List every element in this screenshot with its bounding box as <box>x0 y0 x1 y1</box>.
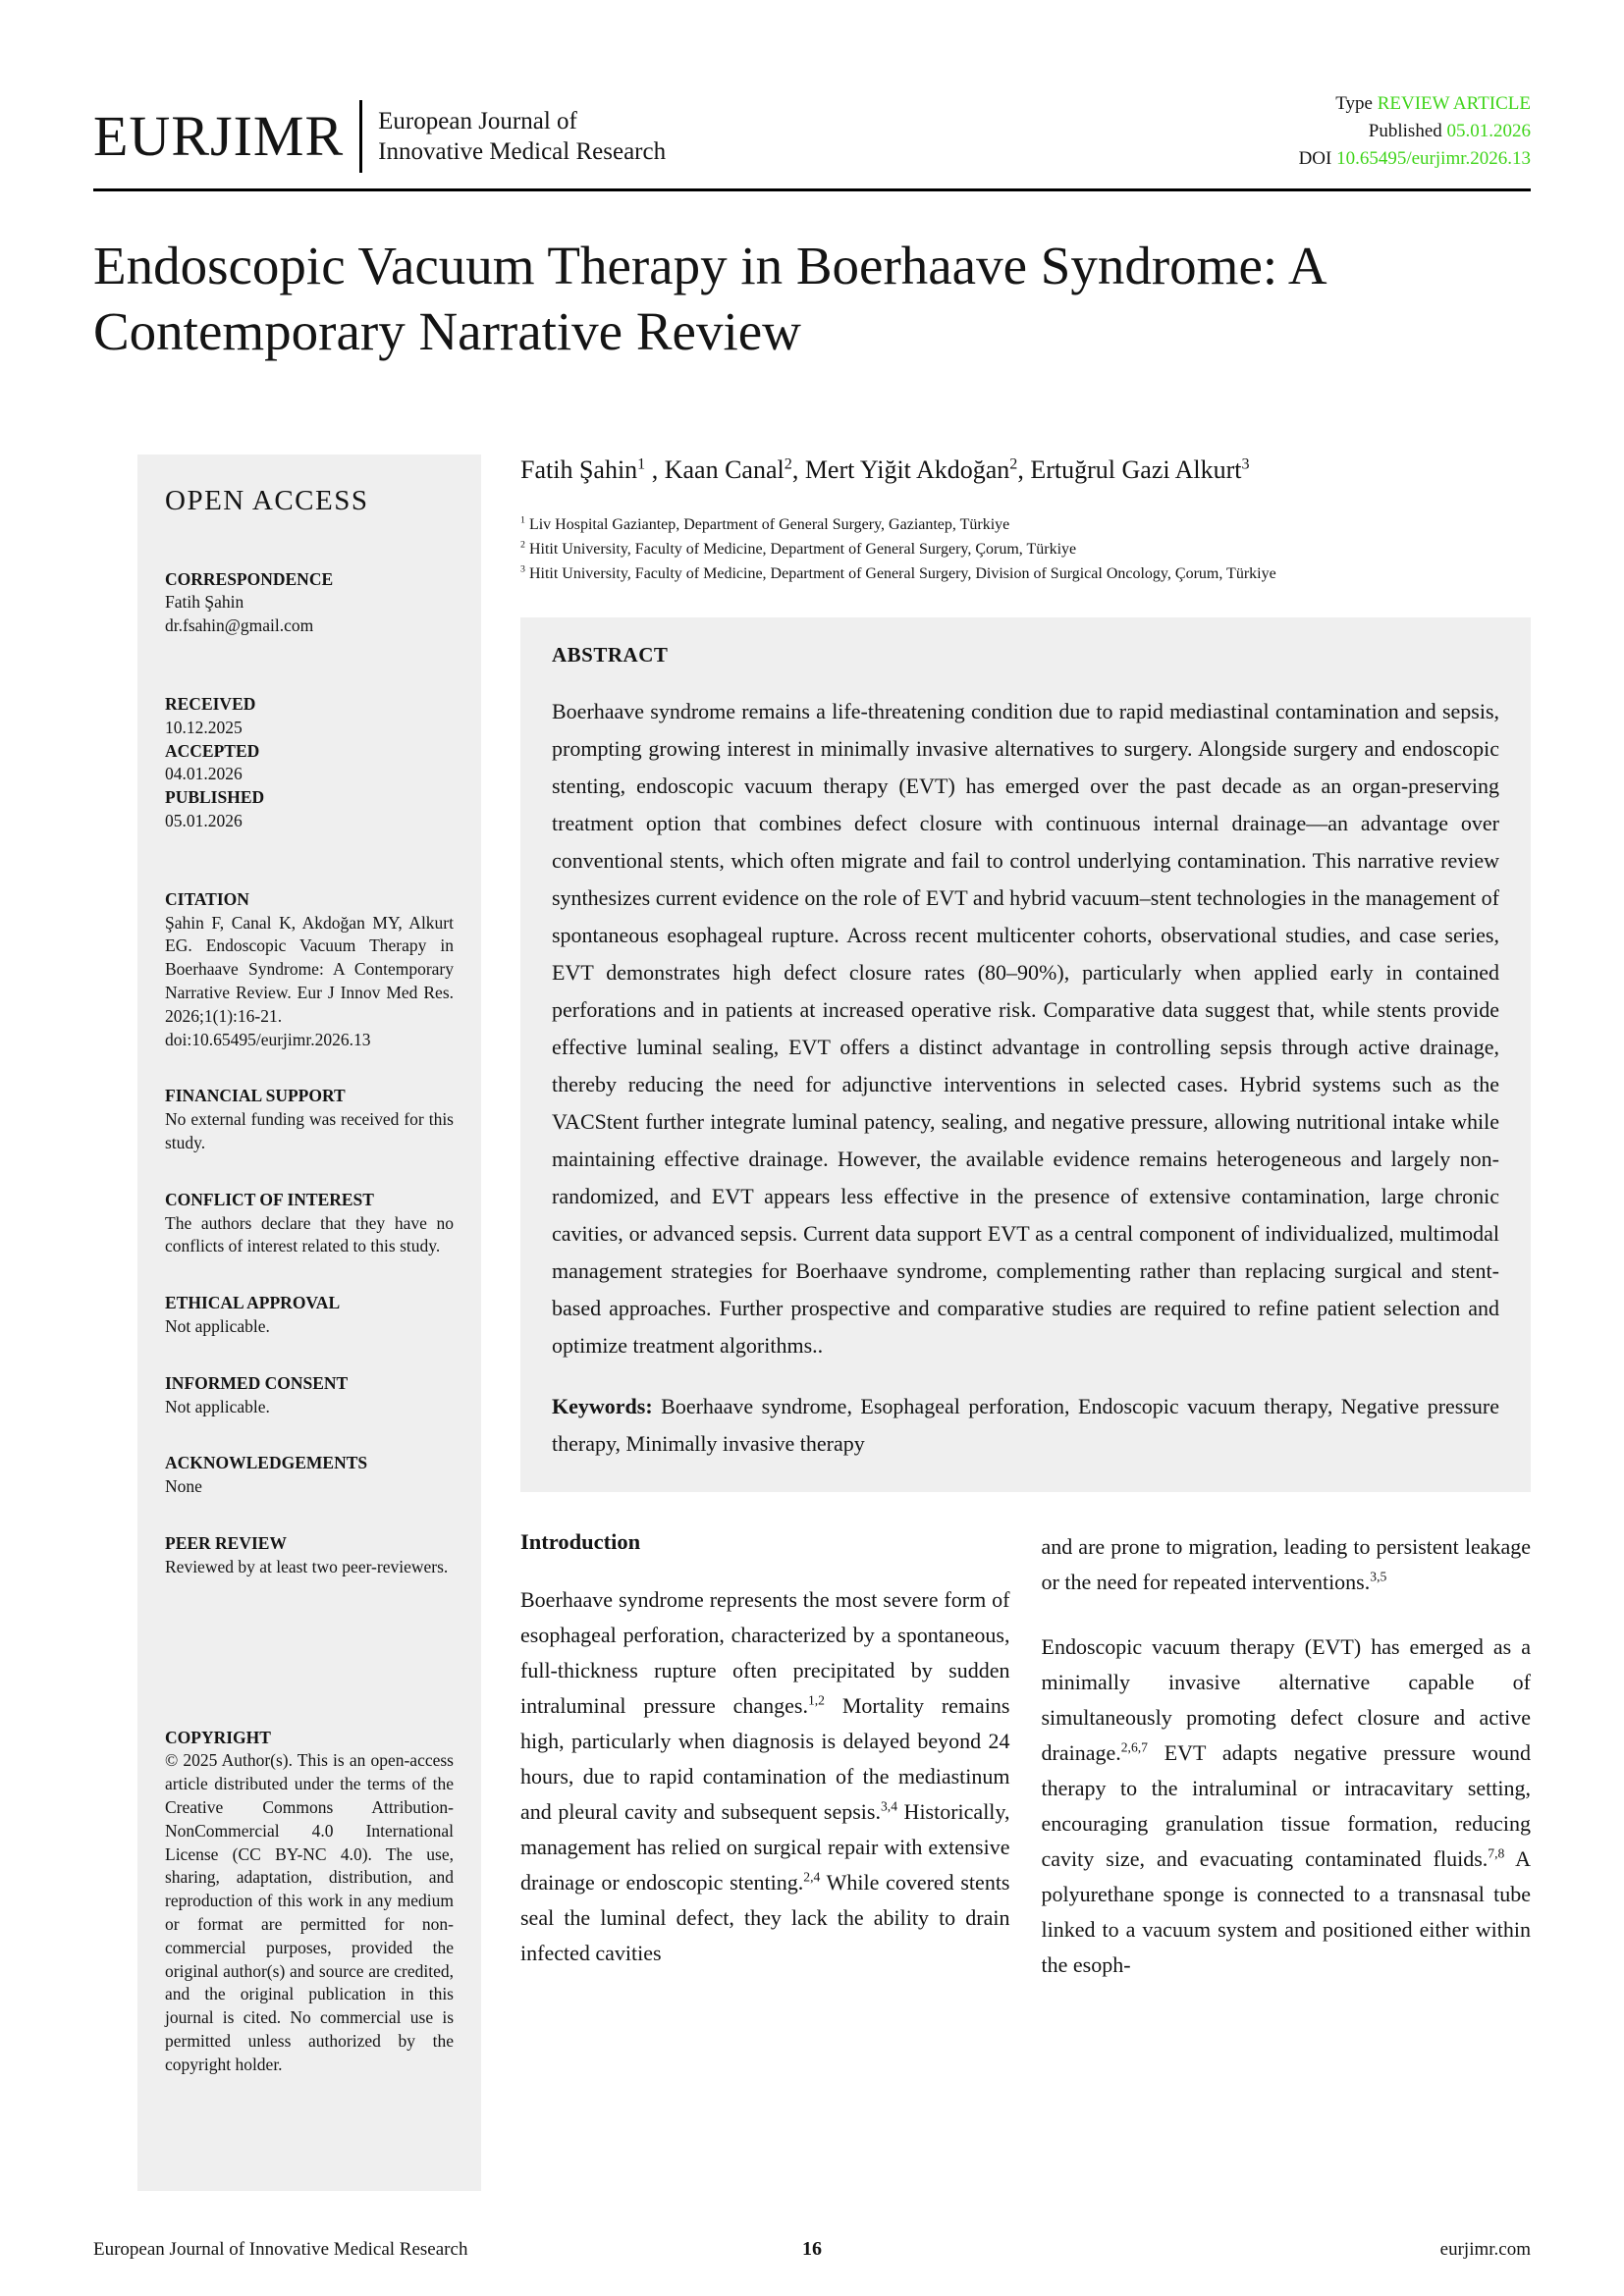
article-title: Endoscopic Vacuum Therapy in Boerhaave Syndrome: A Contemporary Narrative Review <box>93 236 1325 362</box>
abstract-text: Boerhaave syndrome remains a life-threatening condition due to rapid mediastinal contamination and sepsis, prompting growing interest in minimally invasive alternatives to surgery. Alongside surgery and endoscopic stenting, endoscopic vacuum therapy (EVT) has emerged over the past decade as an organ-preserving treatment option that combines defect closure with continuous internal drainage—an advantage over conventional stents, which often migrate and fail to control underlying contamination. This narrative review synthesizes current evidence on the role of EVT and hybrid vacuum–stent technologies in the management of spontaneous esophageal rupture. Across recent multicenter cohorts, observational studies, and case series, EVT demonstrates high defect closure rates (80–90%), particularly when applied early in contained perforations and in patients at increased operative risk. Comparative data suggest that, while stents provide effective luminal sealing, EVT offers a distinct advantage in controlling sepsis through active drainage, thereby reducing the need for adjunctive interventions in selected cases. Hybrid systems such as the VACStent further integrate luminal patency, sealing, and negative pressure, allowing nutritional intake while maintaining effective drainage. However, the available evidence remains heterogeneous and largely non-randomized, and EVT appears less effective in the presence of extensive contamination, large chronic cavities, or advanced sepsis. Current data support EVT as a central component of individualized, multimodal management strategies for Boerhaave syndrome, complementing rather than replacing surgical and stent-based approaches. Further prospective and comparative studies are required to refine patient selection and optimize treatment algorithms.. <box>552 698 1499 1358</box>
meta-type-row <box>1299 90 1531 118</box>
ethical-approval-text: Not applicable. <box>165 1315 270 1336</box>
ethical-approval-label: ETHICAL APPROVAL <box>165 1293 341 1313</box>
publication-meta <box>1299 90 1531 173</box>
body-columns <box>520 1529 1531 1983</box>
published-label: PUBLISHED <box>165 787 265 808</box>
affiliation-2: $^2$ Hitit University, Faculty of Medicine, Department of General Surgery, Çorum, Türkiye <box>520 539 1077 558</box>
introduction-heading: Introduction <box>520 1528 641 1554</box>
acknowledgements-label: ACKNOWLEDGEMENTS <box>165 1453 368 1473</box>
accepted-label: ACCEPTED <box>165 740 260 761</box>
copyright-text: © 2025 Author(s). This is an open-access article distributed under the terms of the Creative Commons Attribution-NonCommercial 4.0 International License (CC BY-NC 4.0). The use, sharing, adaptation, distribution, and reproduction of this work in any medium or format are permitted for non-commercial purposes, provided the original author(s) and source are credited, and the original publication in this journal is cited. No commercial use is permitted unless authorized by the copyright holder. <box>165 1750 454 2074</box>
authors-line: Fatih Şahin$^1$ , Kaan Canal$^2$, Mert Yiğit Akdoğan$^2$, Ertuğrul Gazi Alkurt$^3$ <box>520 455 1250 485</box>
meta-published-value: 05.01.2026 <box>1446 121 1531 141</box>
journal-logo-block <box>93 100 666 173</box>
journal-name <box>378 106 666 167</box>
informed-consent-label: INFORMED CONSENT <box>165 1372 349 1393</box>
page-footer <box>93 2238 1531 2261</box>
accepted-date: 04.01.2026 <box>165 764 243 784</box>
metadata-sidebar <box>137 454 481 2191</box>
peer-review-section <box>165 1532 454 1579</box>
body-column-left <box>520 1529 1010 1983</box>
received-section <box>165 693 454 740</box>
peer-review-label: PEER REVIEW <box>165 1532 287 1553</box>
meta-type-value: REVIEW ARTICLE <box>1377 93 1531 114</box>
accepted-section <box>165 740 454 787</box>
body-column-right <box>1042 1529 1532 1983</box>
meta-doi-row <box>1299 145 1531 173</box>
masthead <box>93 90 1531 173</box>
conflict-of-interest-text: The authors declare that they have no conflicts of interest related to this study. <box>165 1212 454 1256</box>
copyright-label: COPYRIGHT <box>165 1727 271 1747</box>
open-access-label: OPEN ACCESS <box>165 485 369 517</box>
correspondence-name: Fatih Şahin <box>165 592 244 613</box>
keywords-label: Keywords: <box>552 1393 653 1418</box>
conflict-of-interest-label: CONFLICT OF INTEREST <box>165 1189 374 1209</box>
citation-label: CITATION <box>165 888 249 909</box>
journal-logo: EURJIMR <box>93 104 345 168</box>
footer-page-number: 16 <box>802 2238 822 2260</box>
financial-support-text: No external funding was received for this study. <box>165 1109 454 1152</box>
intro-paragraph-3: Endoscopic vacuum therapy (EVT) has emerged as a minimally invasive alternative capable of simultaneously promoting defect closure and active drainage.$^{2,6,7}$ EVT adapts negative pressure wound therapy to the intraluminal or intracavitary setting, encouraging granulation tissue formation, reducing cavity size, and evacuating contaminated fluids.$^{7,8}$ A polyurethane sponge is connected to a transnasal tube linked to a vacuum system and positioned either within the esoph- <box>1041 1633 1531 1977</box>
logo-divider <box>359 100 362 173</box>
acknowledgements-text: None <box>165 1476 202 1497</box>
journal-name-line2: Innovative Medical Research <box>378 138 667 165</box>
main-column <box>520 454 1531 2191</box>
received-date: 10.12.2025 <box>165 717 243 737</box>
journal-name-line1: European Journal of <box>378 108 577 134</box>
correspondence-email[interactable]: dr.fsahin@gmail.com <box>165 615 314 636</box>
intro-paragraph-1: Boerhaave syndrome represents the most severe form of esophageal perforation, characterized by a spontaneous, full-thickness rupture often precipitated by sudden intraluminal pressure changes.$^{1,2}$ Mortality remains high, particularly when diagnosis is delayed beyond 24 hours, due to rapid contamination of the mediastinum and pleural cavity and subsequent sepsis.$^{3,4}$ Historically, management has relied on surgical repair with extensive drainage or endoscopic stenting.$^{2,4}$ While covered stents seal the luminal defect, they lack the ability to drain infected cavities <box>520 1586 1010 1965</box>
informed-consent-section <box>165 1372 454 1419</box>
financial-support-section <box>165 1085 454 1154</box>
meta-doi-label: DOI <box>1298 148 1332 169</box>
citation-section <box>165 888 454 1052</box>
published-section <box>165 786 454 833</box>
affiliation-3: $^3$ Hitit University, Faculty of Medicine, Department of General Surgery, Division of Surgical Oncology, Çorum, Türkiye <box>520 563 1276 582</box>
meta-published-label: Published <box>1368 121 1442 141</box>
peer-review-text: Reviewed by at least two peer-reviewers. <box>165 1556 449 1576</box>
meta-type-label: Type <box>1335 93 1373 114</box>
meta-published-row <box>1299 118 1531 145</box>
copyright-section <box>165 1727 454 2077</box>
affiliation-1: $^1$ Liv Hospital Gaziantep, Department of General Surgery, Gaziantep, Türkiye <box>520 514 1010 533</box>
conflict-of-interest-section <box>165 1189 454 1258</box>
abstract-box <box>520 617 1531 1492</box>
received-label: RECEIVED <box>165 694 256 715</box>
correspondence-label: CORRESPONDENCE <box>165 568 334 589</box>
intro-paragraph-2: and are prone to migration, leading to persistent leakage or the need for repeated interventions.$^{3,5}$ <box>1041 1533 1531 1594</box>
acknowledgements-section <box>165 1452 454 1499</box>
informed-consent-text: Not applicable. <box>165 1396 270 1416</box>
footer-journal-name: European Journal of Innovative Medical Research <box>93 2239 468 2260</box>
header-rule <box>93 188 1531 191</box>
keywords-line <box>552 1388 1499 1463</box>
abstract-heading: ABSTRACT <box>552 642 669 667</box>
ethical-approval-section <box>165 1292 454 1339</box>
footer-website-link[interactable]: eurjimr.com <box>1439 2239 1531 2260</box>
published-date: 05.01.2026 <box>165 811 243 830</box>
citation-text: Şahin F, Canal K, Akdoğan MY, Alkurt EG. Endoscopic Vacuum Therapy in Boerhaave Syndrome: A Contemporary Narrative Review. Eur J Innov Med Res. 2026;1(1):16-21. doi:10.65495/eurjimr.2026.13 <box>165 912 454 1049</box>
keywords-text: Boerhaave syndrome, Esophageal perforation, Endoscopic vacuum therapy, Negative pressure therapy, Minimally invasive therapy <box>552 1393 1499 1456</box>
financial-support-label: FINANCIAL SUPPORT <box>165 1086 346 1106</box>
correspondence-section <box>165 568 454 638</box>
affiliations <box>520 512 1531 586</box>
content-area <box>93 454 1531 2191</box>
meta-doi-link[interactable]: 10.65495/eurjimr.2026.13 <box>1336 148 1531 169</box>
